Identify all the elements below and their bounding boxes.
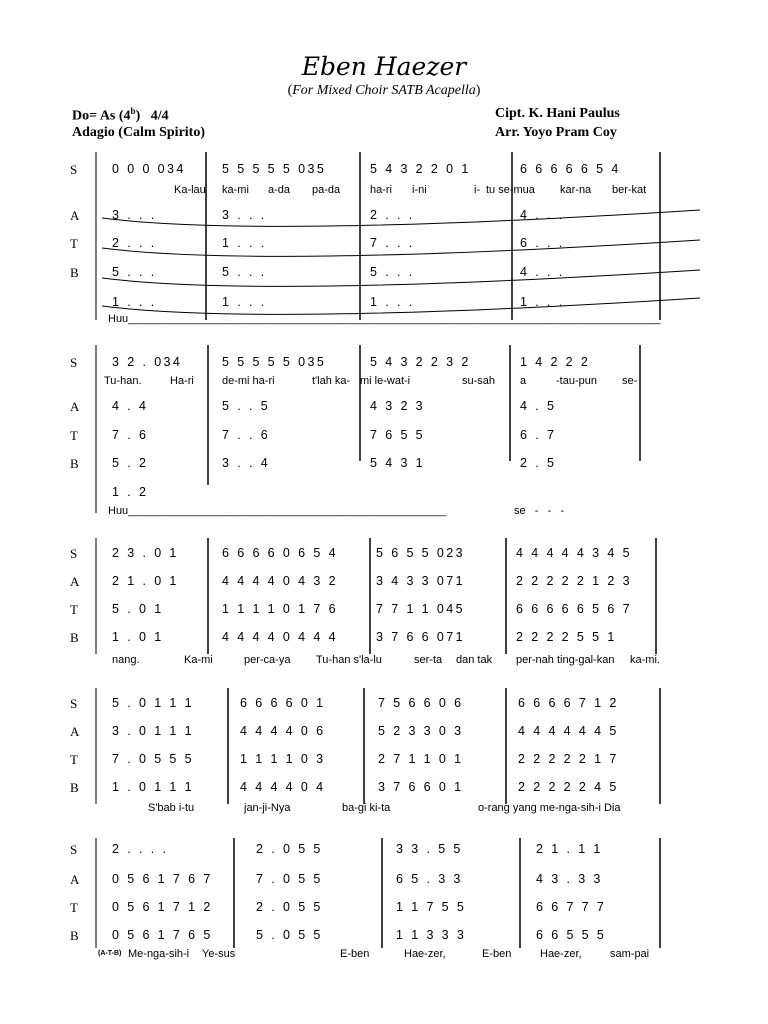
- lyric: i-: [474, 184, 481, 196]
- lyric: se-: [622, 375, 638, 387]
- lyric: Tu-han.: [104, 375, 142, 387]
- notes-b-m18: 5 . 0 5 5: [256, 928, 323, 942]
- lyric: i-ni: [412, 184, 427, 196]
- notes-s-m12: 4 4 4 4 4 3 4 5: [516, 546, 632, 560]
- lyric: sam-pai: [610, 948, 650, 960]
- song-title: Eben Haezer: [301, 52, 467, 81]
- lyric: Ha-ri: [170, 375, 194, 387]
- notes-b-m13: 1 . 0 1 1 1: [112, 780, 194, 794]
- notes-s-m8: 1 4 2 2 2: [520, 355, 591, 369]
- notes-t-m4: 6 . . .: [520, 236, 565, 250]
- notes-t-m14: 1 1 1 1 0 3: [240, 752, 326, 766]
- notes-s-m3: 5 4 3 2 2 0 1: [370, 162, 471, 176]
- lyric: Ye-sus: [202, 948, 236, 960]
- subtitle-open: (: [287, 83, 293, 98]
- notes-a-m16: 4 4 4 4 4 4 5: [518, 724, 619, 738]
- notes-b-m2: 5 . . .: [222, 265, 267, 279]
- notes-t-m2: 1 . . .: [222, 236, 267, 250]
- notes-b-m3: 5 . . .: [370, 265, 415, 279]
- lyric: Hae-zer,: [540, 948, 582, 960]
- notes-b-m17: 0 5 6 1 7 6 5: [112, 928, 213, 942]
- lyric: t'lah ka-: [312, 375, 351, 387]
- lyric: su-sah: [462, 375, 496, 387]
- notes-t-m8: 6 . 7: [520, 428, 557, 442]
- lyric: ser-ta: [414, 654, 443, 666]
- notes-t-m16: 2 2 2 2 2 1 7: [518, 752, 619, 766]
- lyric: Me-nga-sih-i: [128, 948, 190, 960]
- notes-s-m4: 6 6 6 6 6 5 4: [520, 162, 621, 176]
- notes-b2-m5: 1 . 2: [112, 485, 149, 499]
- part-label-t: T: [70, 236, 78, 251]
- notes-t-m6: 7 . . 6: [222, 428, 271, 442]
- notes-b-m6: 3 . . 4: [222, 456, 271, 470]
- part-label-s: S: [70, 355, 78, 370]
- notes-t-m7: 7 6 5 5: [370, 428, 426, 442]
- humming-line: Huu____________________________________________________: [108, 505, 447, 517]
- notes-b-m8: 2 . 5: [520, 456, 557, 470]
- time-signature: 4/4: [150, 108, 169, 124]
- notes-s-m2: 5 5 5 5 5 035: [222, 162, 327, 176]
- part-label-a: A: [70, 872, 80, 887]
- part-label-b: B: [70, 265, 79, 280]
- key-signature: [72, 106, 169, 125]
- system-4: [0, 686, 768, 826]
- notes-b-m1: 5 . . .: [112, 265, 157, 279]
- notes-a-m8: 4 . 5: [520, 399, 557, 413]
- notes-t-m5: 7 . 6: [112, 428, 149, 442]
- system-2: [0, 343, 768, 523]
- notes-a-m18: 7 . 0 5 5: [256, 872, 323, 886]
- subtitle-close: ): [475, 83, 481, 98]
- part-label-t: T: [70, 752, 78, 767]
- lyric: ka-mi.: [630, 654, 660, 666]
- part-label-s: S: [70, 546, 78, 561]
- notes-b-m9: 1 . 0 1: [112, 630, 164, 644]
- notes-a-m1: 3 . . .: [112, 208, 157, 222]
- lyric: nang.: [112, 654, 140, 666]
- part-label-s: S: [70, 696, 78, 711]
- notes-t-m11: 7 7 1 1 045: [376, 602, 465, 616]
- lyric: pa-da: [312, 184, 341, 196]
- lyric: S'bab i-tu: [148, 802, 195, 814]
- notes-a-m9: 2 1 . 0 1: [112, 574, 179, 588]
- lyric: kar-na: [560, 184, 592, 196]
- notes-t-m3: 7 . . .: [370, 236, 415, 250]
- lyric: per-nah ting-gal-kan: [516, 654, 615, 666]
- notes-s-m1: 0 0 0 034: [112, 162, 186, 176]
- song-subtitle: [0, 83, 768, 99]
- notes-b-m7: 5 4 3 1: [370, 456, 426, 470]
- system-5: [0, 836, 768, 976]
- part-label-t: T: [70, 602, 78, 617]
- lyric: tu se-mua: [486, 184, 535, 196]
- notes-a-m11: 3 4 3 3 071: [376, 574, 465, 588]
- notes-t-m13: 7 . 0 5 5 5: [112, 752, 194, 766]
- notes-b-m19: 1 1 3 3 3: [396, 928, 467, 942]
- part-label-s: S: [70, 842, 78, 857]
- lyric: -tau-pun: [556, 375, 597, 387]
- notes-t-m20: 6 6 7 7 7: [536, 900, 607, 914]
- notes-b-m5: 5 . 2: [112, 456, 149, 470]
- notes-s-m9: 2 3 . 0 1: [112, 546, 179, 560]
- notes-b-m4: 4 . . .: [520, 265, 565, 279]
- notes-s-m18: 2 . 0 5 5: [256, 842, 323, 856]
- part-label-a: A: [70, 724, 80, 739]
- arranger-credit: Arr. Yoyo Pram Coy: [495, 125, 617, 140]
- notes-s-m6: 5 5 5 5 5 035: [222, 355, 327, 369]
- key-prefix: Do= As (4: [72, 108, 131, 124]
- lyric: dan tak: [456, 654, 493, 666]
- lyric: Ka-mi: [184, 654, 213, 666]
- part-label-b: B: [70, 928, 79, 943]
- notes-a-m20: 4 3 . 3 3: [536, 872, 603, 886]
- lyrics-voice-label: (A-T-B): [98, 950, 122, 957]
- lyric: ba-gi ki-ta: [342, 802, 391, 814]
- part-label-a: A: [70, 574, 80, 589]
- system-3: [0, 536, 768, 676]
- notes-b-m12: 2 2 2 2 5 5 1: [516, 630, 617, 644]
- part-label-b: B: [70, 780, 79, 795]
- notes-a-m15: 5 2 3 3 0 3: [378, 724, 464, 738]
- lyric: Ka-lau: [174, 184, 206, 196]
- notes-b2-m4: 1 . . .: [520, 295, 565, 309]
- notes-t-m17: 0 5 6 1 7 1 2: [112, 900, 213, 914]
- notes-s-m17: 2 . . . .: [112, 842, 169, 856]
- notes-b-m20: 6 6 5 5 5: [536, 928, 607, 942]
- notes-t-m9: 5 . 0 1: [112, 602, 164, 616]
- part-label-t: T: [70, 900, 78, 915]
- notes-s-m14: 6 6 6 6 0 1: [240, 696, 326, 710]
- lyric: ha-ri: [370, 184, 393, 196]
- system-1: [0, 150, 768, 330]
- notes-b2-m3: 1 . . .: [370, 295, 415, 309]
- part-label-b: B: [70, 456, 79, 471]
- lyric: E-ben: [482, 948, 512, 960]
- lyric: E-ben: [340, 948, 370, 960]
- lyric: Tu-han s'la-lu: [316, 654, 382, 666]
- notes-a-m4: 4 . . .: [520, 208, 565, 222]
- notes-a-m14: 4 4 4 4 0 6: [240, 724, 326, 738]
- notes-t-m1: 2 . . .: [112, 236, 157, 250]
- notes-a-m7: 4 3 2 3: [370, 399, 426, 413]
- notes-a-m19: 6 5 . 3 3: [396, 872, 463, 886]
- notes-a-m5: 4 . 4: [112, 399, 149, 413]
- notes-s-m20: 2 1 . 1 1: [536, 842, 603, 856]
- notes-s-m10: 6 6 6 6 0 6 5 4: [222, 546, 338, 560]
- notes-s-m7: 5 4 3 2 2 3 2: [370, 355, 471, 369]
- part-label-t: T: [70, 428, 78, 443]
- lyric: jan-ji-Nya: [244, 802, 291, 814]
- notes-s-m13: 5 . 0 1 1 1: [112, 696, 194, 710]
- notes-b-m10: 4 4 4 4 0 4 4 4: [222, 630, 338, 644]
- notes-a-m13: 3 . 0 1 1 1: [112, 724, 194, 738]
- notes-s-m15: 7 5 6 6 0 6: [378, 696, 464, 710]
- part-label-a: A: [70, 208, 80, 223]
- part-label-a: A: [70, 399, 80, 414]
- notes-s-m16: 6 6 6 6 7 1 2: [518, 696, 619, 710]
- notes-t-m15: 2 7 1 1 0 1: [378, 752, 464, 766]
- lyric: per-ca-ya: [244, 654, 291, 666]
- lyric: Hae-zer,: [404, 948, 446, 960]
- lyric: o-rang yang me-nga-sih-i Dia: [478, 802, 621, 814]
- notes-b-m16: 2 2 2 2 2 4 5: [518, 780, 619, 794]
- notes-t-m19: 1 1 7 5 5: [396, 900, 467, 914]
- notes-b-m11: 3 7 6 6 071: [376, 630, 465, 644]
- lyric: ka-mi: [222, 184, 249, 196]
- subtitle-text: For Mixed Choir SATB Acapella: [292, 83, 476, 98]
- notes-b-m15: 3 7 6 6 0 1: [378, 780, 464, 794]
- lyric: a: [520, 375, 527, 387]
- notes-b2-m2: 1 . . .: [222, 295, 267, 309]
- notes-s-m5: 3 2 . 034: [112, 355, 183, 369]
- notes-b-m14: 4 4 4 4 0 4: [240, 780, 326, 794]
- lyric: a-da: [268, 184, 291, 196]
- notes-a-m10: 4 4 4 4 0 4 3 2: [222, 574, 338, 588]
- lyric: ber-kat: [612, 184, 647, 196]
- notes-t-m10: 1 1 1 1 0 1 7 6: [222, 602, 338, 616]
- notes-a-m6: 5 . . 5: [222, 399, 271, 413]
- part-label-s: S: [70, 162, 78, 177]
- part-label-b: B: [70, 630, 79, 645]
- key-suffix: ): [135, 108, 141, 124]
- key-flat: b: [130, 106, 136, 116]
- lyric: de-mi ha-ri: [222, 375, 275, 387]
- notes-a-m2: 3 . . .: [222, 208, 267, 222]
- composer-credit: Cipt. K. Hani Paulus: [495, 106, 620, 121]
- tempo-marking: Adagio (Calm Spirito): [72, 125, 205, 140]
- notes-s-m19: 3 3 . 5 5: [396, 842, 463, 856]
- lyric: mi le-wat-i: [360, 375, 411, 387]
- notes-s-m11: 5 6 5 5 023: [376, 546, 465, 560]
- notes-a-m12: 2 2 2 2 2 1 2 3: [516, 574, 632, 588]
- notes-a-m17: 0 5 6 1 7 6 7: [112, 872, 213, 886]
- notes-t-m12: 6 6 6 6 6 5 6 7: [516, 602, 632, 616]
- notes-b2-m1: 1 . . .: [112, 295, 157, 309]
- lyric: se - - -: [514, 505, 565, 517]
- notes-a-m3: 2 . . .: [370, 208, 415, 222]
- notes-t-m18: 2 . 0 5 5: [256, 900, 323, 914]
- humming-line: Huu_______________________________________________________________________________________: [108, 313, 661, 325]
